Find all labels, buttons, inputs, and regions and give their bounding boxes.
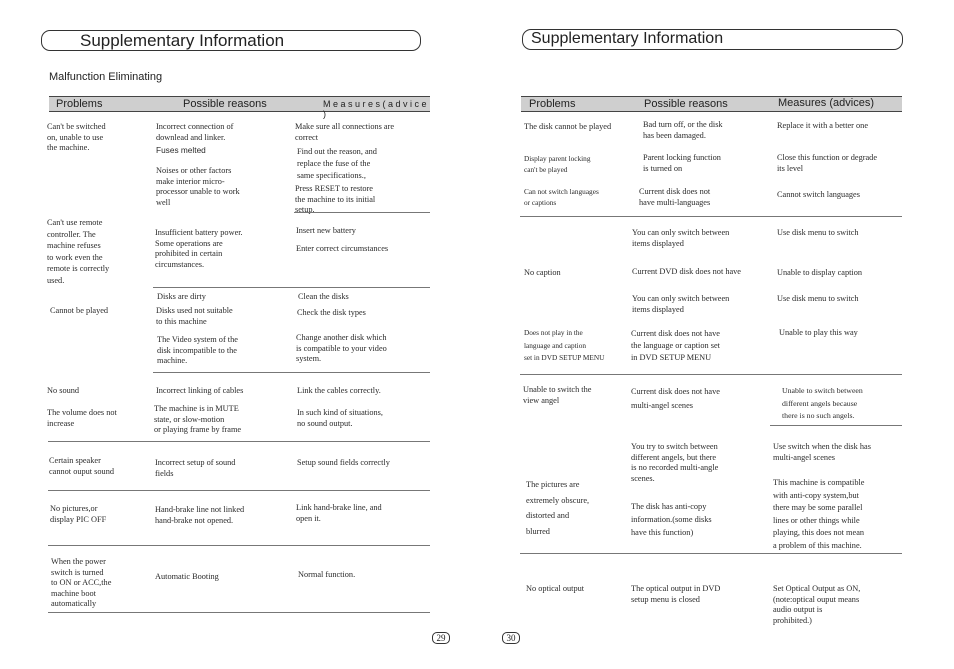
left-row6-reason0: Automatic Booting [155, 572, 219, 581]
right-row3-measure2: Use disk menu to switch [777, 294, 859, 303]
right-row3-measure1: Unable to display caption [777, 268, 863, 277]
right-row3-problem: No caption [524, 268, 561, 277]
right-row7-problem: No optical output [526, 584, 585, 593]
right-page-number: 30 [502, 632, 520, 644]
right-row5-measure0: Unable to switch between different angels because there is no such angels. [782, 386, 863, 420]
right-row3-reason0: You can only switch between items displayed [632, 228, 730, 248]
right-row7-measure0: Set Optical Output as ON, (note:optical ouput means audio output is prohibited.) [773, 584, 861, 625]
left-row0-problem: Can't be switched on, unable to use the machine. [47, 122, 106, 153]
right-header-reasons: Possible reasons [644, 98, 728, 110]
left-page-number: 29 [432, 632, 450, 644]
left-row0-reason1: Fuses melted [156, 145, 206, 155]
left-row3-reason0: Incorrect linking of cables [156, 386, 244, 395]
right-row2-measure0: Cannot switch languages [777, 190, 860, 199]
left-row3-measure1: In such kind of situations, no sound output. [297, 408, 383, 428]
right-row2-problem: Can not switch languages or captions [524, 187, 599, 207]
left-row2-reason0: Disks are dirty [157, 292, 206, 301]
right-divider [520, 216, 902, 217]
right-row6-reason0: You try to switch between different angels, but there is no recorded multi-angle scenes. [631, 442, 719, 483]
right-divider [520, 553, 902, 554]
right-row1-measure0: Close this function or degrade its level [777, 153, 878, 173]
left-row0-measure0: Make sure all connections are correct [295, 122, 395, 142]
left-row0-measure1: Find out the reason, and replace the fuse of the same specifications., [297, 147, 377, 180]
right-row0-problem: The disk cannot be played [524, 122, 612, 131]
left-subtitle: Malfunction Eliminating [49, 71, 163, 83]
right-row7-reason0: The optical output in DVD setup menu is closed [631, 584, 721, 604]
left-row5-measure0: Link hand-brake line, and open it. [296, 503, 382, 523]
left-row1-problem: Can't use remote controller. The machine refuses to work even the remote is correctly used. [47, 218, 110, 285]
left-row5-reason0: Hand-brake line not linked hand-brake not opened. [155, 505, 245, 525]
left-divider [48, 490, 430, 491]
left-row1-measure0: Insert new battery [296, 226, 356, 235]
left-divider [48, 545, 430, 546]
right-row5-problem: Unable to switch the view angel [523, 385, 592, 405]
left-row2-measure2: Change another disk which is compatible to your video system. [296, 333, 387, 364]
left-row3-problem0: No sound [47, 386, 80, 395]
right-row5-reason0: Current disk does not have multi-angel scenes [631, 387, 720, 410]
left-row4-reason0: Incorrect setup of sound fields [155, 458, 236, 478]
left-row0-reason2: Noises or other factors make interior micro- processor unable to work well [156, 166, 240, 207]
left-row2-measure0: Clean the disks [298, 292, 349, 301]
right-row1-problem: Display parent locking can't be played [524, 154, 591, 174]
left-row2-reason1: Disks used not suitable to this machine [156, 306, 233, 326]
left-divider [294, 212, 430, 213]
right-title-box [522, 29, 903, 50]
left-row3-problem1: The volume does not increase [47, 408, 117, 428]
left-row5-problem: No pictures,or display PIC OFF [50, 504, 107, 524]
left-row0-measure2: Press RESET to restore the machine to its initial setup. [295, 184, 376, 215]
right-header-measures: Measures (advices) [778, 97, 874, 109]
left-table-header [49, 96, 430, 119]
left-row3-reason1: The machine is in MUTE state, or slow-motion or playing frame by frame [154, 404, 242, 435]
right-row4-problem: Does not play in the language and caption set in DVD SETUP MENU [524, 328, 605, 363]
left-page-title: Supplementary Information [80, 31, 285, 50]
left-row1-reason0: Insufficient battery power. Some operations are prohibited in certain circumstances. [155, 228, 243, 269]
left-row6-problem: When the power switch is turned to ON or ACC,the machine boot automatically [51, 557, 112, 609]
left-row3-measure0: Link the cables correctly. [297, 386, 381, 395]
right-row0-measure0: Replace it with a better one [777, 121, 868, 130]
right-row2-reason0: Current disk does not have multi-languages [639, 187, 711, 207]
right-row6-problem: The pictures are extremely obscure, distorted and blurred [526, 480, 590, 536]
left-divider [153, 372, 430, 373]
right-divider [520, 374, 902, 375]
left-table-bottom [48, 612, 430, 613]
right-row4-measure0: Unable to play this way [779, 328, 858, 337]
right-row1-reason0: Parent locking function is turned on [643, 153, 721, 173]
left-row6-measure0: Normal function. [298, 570, 356, 579]
left-row1-measure1: Enter correct circumstances [296, 244, 389, 253]
right-row6-reason1: The disk has anti-copy information.(some disks have this function) [631, 502, 712, 537]
right-table-header [521, 96, 902, 112]
left-title-box [41, 30, 421, 51]
left-row4-measure0: Setup sound fields correctly [297, 458, 390, 467]
right-row3-reason1: Current DVD disk does not have [632, 267, 741, 276]
left-row2-measure1: Check the disk types [297, 308, 366, 317]
left-row2-problem: Cannot be played [50, 306, 109, 315]
right-row3-measure0: Use disk menu to switch [777, 228, 859, 237]
right-row3-reason2: You can only switch between items displayed [632, 294, 730, 314]
left-row4-problem: Certain speaker cannot ouput sound [49, 456, 114, 476]
left-row0-reason0: Incorrect connection of downlead and linker. [156, 122, 234, 142]
right-row6-measure0: Use switch when the disk has multi-angel scenes [773, 442, 871, 462]
right-page-title: Supplementary Information [531, 30, 724, 47]
right-divider [770, 425, 902, 426]
left-header-reasons: Possible reasons [183, 98, 267, 110]
left-divider [48, 441, 430, 442]
left-header-problems: Problems [56, 98, 103, 110]
right-row6-measure1: This machine is compatible with anti-copy system,but there may be some parallel lines or other things while playing, this does not mean a problem of this machine. [773, 478, 865, 550]
left-divider [153, 287, 430, 288]
right-row0-reason0: Bad turn off, or the disk has been damaged. [643, 120, 723, 140]
right-header-problems: Problems [529, 98, 576, 110]
right-row4-reason0: Current disk does not have the language or caption set in DVD SETUP MENU [631, 329, 720, 362]
left-header-measures: M e a s u r e s ( a d v i c e ) [323, 99, 427, 119]
left-row2-reason2: The Video system of the disk incompatible to the machine. [157, 335, 238, 366]
